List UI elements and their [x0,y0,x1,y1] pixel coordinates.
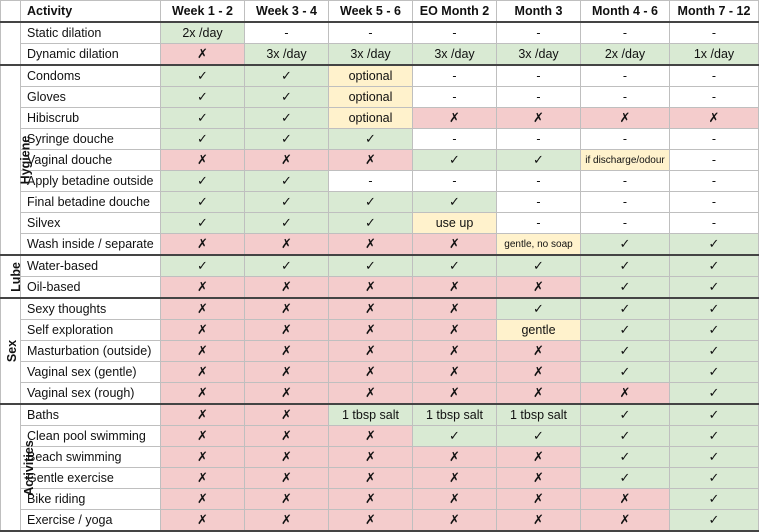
check-icon: ✓ [670,447,759,468]
check-icon: ✓ [245,108,329,129]
status-cell: - [497,192,581,213]
status-cell: - [497,129,581,150]
check-icon: ✓ [413,426,497,447]
check-icon: ✓ [670,298,759,320]
cross-icon: ✗ [329,298,413,320]
cross-icon: ✗ [670,108,759,129]
cross-icon: ✗ [329,320,413,341]
table-row [1,108,759,129]
status-cell: - [670,192,759,213]
check-icon: ✓ [413,255,497,277]
status-cell: - [497,171,581,192]
check-icon: ✓ [670,404,759,426]
activity-cell-masturbation-outside: Masturbation (outside) [21,341,161,362]
activity-cell-sexy-thoughts: Sexy thoughts [21,298,161,320]
cross-icon: ✗ [245,362,329,383]
cross-icon: ✗ [161,341,245,362]
status-cell: - [581,171,670,192]
group-label-text: Sex [5,339,20,363]
status-cell: - [413,87,497,108]
cross-icon: ✗ [245,468,329,489]
status-cell: - [670,213,759,234]
status-cell: - [581,65,670,87]
group-label-activities [1,404,36,531]
status-cell: 3x /day [329,44,413,66]
table-row [1,298,759,320]
cross-icon: ✗ [413,341,497,362]
check-icon: ✓ [245,65,329,87]
check-icon: ✓ [413,150,497,171]
cross-icon: ✗ [329,510,413,532]
cross-icon: ✗ [245,489,329,510]
status-cell: 1 tbsp salt [497,404,581,426]
header-month-4-6: Month 4 - 6 [581,1,670,23]
activity-cell-vaginal-douche: Vaginal douche [21,150,161,171]
activity-cell-gloves: Gloves [21,87,161,108]
header-row [1,1,759,23]
cross-icon: ✗ [581,383,670,405]
table-row [1,426,759,447]
status-cell: 3x /day [245,44,329,66]
activity-cell-dynamic-dilation: Dynamic dilation [21,44,161,66]
check-icon: ✓ [670,510,759,532]
check-icon: ✓ [670,468,759,489]
status-cell: - [413,65,497,87]
status-cell: gentle [497,320,581,341]
table-row [1,468,759,489]
check-icon: ✓ [161,255,245,277]
activity-cell-oil-based: Oil-based [21,277,161,299]
cross-icon: ✗ [245,426,329,447]
cross-icon: ✗ [161,404,245,426]
check-icon: ✓ [670,255,759,277]
activity-cell-silvex: Silvex [21,213,161,234]
table-row [1,404,759,426]
activity-cell-clean-pool-swimming: Clean pool swimming [21,426,161,447]
cross-icon: ✗ [161,468,245,489]
check-icon: ✓ [581,320,670,341]
status-cell: - [670,129,759,150]
cross-icon: ✗ [245,277,329,299]
activity-cell-static-dilation: Static dilation [21,22,161,44]
check-icon: ✓ [329,213,413,234]
check-icon: ✓ [581,362,670,383]
table-row [1,255,759,277]
check-icon: ✓ [161,65,245,87]
cross-icon: ✗ [497,468,581,489]
status-cell: - [329,22,413,44]
table-body [1,1,759,532]
status-cell: 2x /day [581,44,670,66]
activity-cell-beach-swimming: Beach swimming [21,447,161,468]
check-icon: ✓ [581,234,670,256]
cross-icon: ✗ [245,320,329,341]
cross-icon: ✗ [413,298,497,320]
cross-icon: ✗ [329,383,413,405]
cross-icon: ✗ [245,383,329,405]
cross-icon: ✗ [161,320,245,341]
status-cell: - [413,22,497,44]
status-cell: - [581,213,670,234]
check-icon: ✓ [245,192,329,213]
cross-icon: ✗ [329,150,413,171]
status-cell: - [413,129,497,150]
status-cell: optional [329,108,413,129]
check-icon: ✓ [670,320,759,341]
check-icon: ✓ [329,129,413,150]
cross-icon: ✗ [413,108,497,129]
status-cell: 1 tbsp salt [329,404,413,426]
status-cell: 3x /day [413,44,497,66]
cross-icon: ✗ [413,510,497,532]
header-month-3: Month 3 [497,1,581,23]
table-row [1,22,759,44]
check-icon: ✓ [161,213,245,234]
activity-cell-wash-inside-separate: Wash inside / separate [21,234,161,256]
status-cell: - [413,171,497,192]
status-cell: - [497,65,581,87]
activity-cell-gentle-exercise: Gentle exercise [21,468,161,489]
cross-icon: ✗ [497,108,581,129]
cross-icon: ✗ [329,234,413,256]
table-row [1,277,759,299]
table-row [1,234,759,256]
cross-icon: ✗ [161,234,245,256]
check-icon: ✓ [581,341,670,362]
header-week-5-6: Week 5 - 6 [329,1,413,23]
cross-icon: ✗ [245,298,329,320]
cross-icon: ✗ [413,489,497,510]
status-cell: - [670,171,759,192]
check-icon: ✓ [581,426,670,447]
check-icon: ✓ [581,447,670,468]
status-cell: use up [413,213,497,234]
cross-icon: ✗ [161,426,245,447]
check-icon: ✓ [670,277,759,299]
cross-icon: ✗ [413,362,497,383]
cross-icon: ✗ [245,341,329,362]
group-label-dilation [1,22,21,65]
cross-icon: ✗ [497,489,581,510]
activity-cell-final-betadine-douche: Final betadine douche [21,192,161,213]
activity-cell-apply-betadine-outside: Apply betadine outside [21,171,161,192]
check-icon: ✓ [497,255,581,277]
table-row [1,129,759,150]
status-cell: optional [329,87,413,108]
status-cell: gentle, no soap [497,234,581,256]
cross-icon: ✗ [161,383,245,405]
cross-icon: ✗ [413,320,497,341]
header-eo-month-2: EO Month 2 [413,1,497,23]
check-icon: ✓ [497,426,581,447]
status-cell: - [497,213,581,234]
check-icon: ✓ [670,362,759,383]
activity-cell-baths: Baths [21,404,161,426]
activity-cell-bike-riding: Bike riding [21,489,161,510]
status-cell: - [581,192,670,213]
cross-icon: ✗ [245,404,329,426]
cross-icon: ✗ [329,341,413,362]
status-cell: - [245,22,329,44]
cross-icon: ✗ [245,510,329,532]
status-cell: 3x /day [497,44,581,66]
status-cell: - [670,22,759,44]
cross-icon: ✗ [161,44,245,66]
cross-icon: ✗ [581,510,670,532]
table-row [1,447,759,468]
activity-cell-condoms: Condoms [21,65,161,87]
cross-icon: ✗ [329,426,413,447]
check-icon: ✓ [245,213,329,234]
check-icon: ✓ [245,255,329,277]
activity-cell-vaginal-sex-gentle: Vaginal sex (gentle) [21,362,161,383]
check-icon: ✓ [245,87,329,108]
check-icon: ✓ [329,192,413,213]
check-icon: ✓ [581,468,670,489]
cross-icon: ✗ [245,150,329,171]
status-cell: - [581,22,670,44]
group-label-text: Hygiene [18,135,33,185]
cross-icon: ✗ [329,277,413,299]
cross-icon: ✗ [161,489,245,510]
table-row [1,489,759,510]
table-row [1,192,759,213]
status-cell: 1 tbsp salt [413,404,497,426]
cross-icon: ✗ [497,362,581,383]
cross-icon: ✗ [581,489,670,510]
group-label-hygiene [1,65,33,255]
table-row [1,510,759,532]
cross-icon: ✗ [245,447,329,468]
table-row [1,171,759,192]
cross-icon: ✗ [329,362,413,383]
header-activity: Activity [21,1,161,23]
check-icon: ✓ [670,383,759,405]
check-icon: ✓ [161,192,245,213]
group-label-text: Lube [8,261,23,292]
corner-cell [1,1,21,23]
cross-icon: ✗ [329,489,413,510]
check-icon: ✓ [670,489,759,510]
check-icon: ✓ [670,234,759,256]
activity-cell-self-exploration: Self exploration [21,320,161,341]
header-month-7-12: Month 7 - 12 [670,1,759,23]
group-label-sex [1,298,21,404]
check-icon: ✓ [161,87,245,108]
cross-icon: ✗ [161,277,245,299]
check-icon: ✓ [581,298,670,320]
activity-cell-syringe-douche: Syringe douche [21,129,161,150]
status-cell: - [581,87,670,108]
status-cell: 1x /day [670,44,759,66]
table-row [1,87,759,108]
status-cell: - [670,150,759,171]
cross-icon: ✗ [413,468,497,489]
check-icon: ✓ [245,129,329,150]
cross-icon: ✗ [497,447,581,468]
check-icon: ✓ [497,150,581,171]
check-icon: ✓ [329,255,413,277]
status-cell: optional [329,65,413,87]
table-row [1,44,759,66]
check-icon: ✓ [581,255,670,277]
table-row [1,213,759,234]
status-cell: - [497,22,581,44]
cross-icon: ✗ [497,277,581,299]
cross-icon: ✗ [329,447,413,468]
check-icon: ✓ [497,298,581,320]
cross-icon: ✗ [245,234,329,256]
check-icon: ✓ [581,277,670,299]
cross-icon: ✗ [497,383,581,405]
activity-cell-water-based: Water-based [21,255,161,277]
table-row [1,341,759,362]
status-cell: - [497,87,581,108]
activity-cell-vaginal-sex-rough: Vaginal sex (rough) [21,383,161,405]
check-icon: ✓ [245,171,329,192]
status-cell: - [670,87,759,108]
cross-icon: ✗ [329,468,413,489]
group-label-lube [1,255,21,298]
check-icon: ✓ [161,171,245,192]
cross-icon: ✗ [161,150,245,171]
check-icon: ✓ [161,108,245,129]
cross-icon: ✗ [161,362,245,383]
cross-icon: ✗ [497,510,581,532]
cross-icon: ✗ [497,341,581,362]
check-icon: ✓ [670,426,759,447]
cross-icon: ✗ [413,447,497,468]
table-row [1,362,759,383]
check-icon: ✓ [161,129,245,150]
check-icon: ✓ [413,192,497,213]
check-icon: ✓ [670,341,759,362]
check-icon: ✓ [581,404,670,426]
table-row [1,65,759,87]
status-cell: 2x /day [161,22,245,44]
status-cell: if discharge/odour [581,150,670,171]
cross-icon: ✗ [413,277,497,299]
activity-cell-hibiscrub: Hibiscrub [21,108,161,129]
header-week-3-4: Week 3 - 4 [245,1,329,23]
cross-icon: ✗ [161,510,245,532]
cross-icon: ✗ [413,383,497,405]
header-week-1-2: Week 1 - 2 [161,1,245,23]
group-label-text: Activities [21,439,36,496]
cross-icon: ✗ [581,108,670,129]
table-row [1,320,759,341]
cross-icon: ✗ [413,234,497,256]
status-cell: - [670,65,759,87]
cross-icon: ✗ [161,447,245,468]
table-row [1,150,759,171]
cross-icon: ✗ [161,298,245,320]
status-cell: - [581,129,670,150]
activity-cell-exercise-yoga: Exercise / yoga [21,510,161,532]
status-cell: - [329,171,413,192]
table-row [1,383,759,405]
